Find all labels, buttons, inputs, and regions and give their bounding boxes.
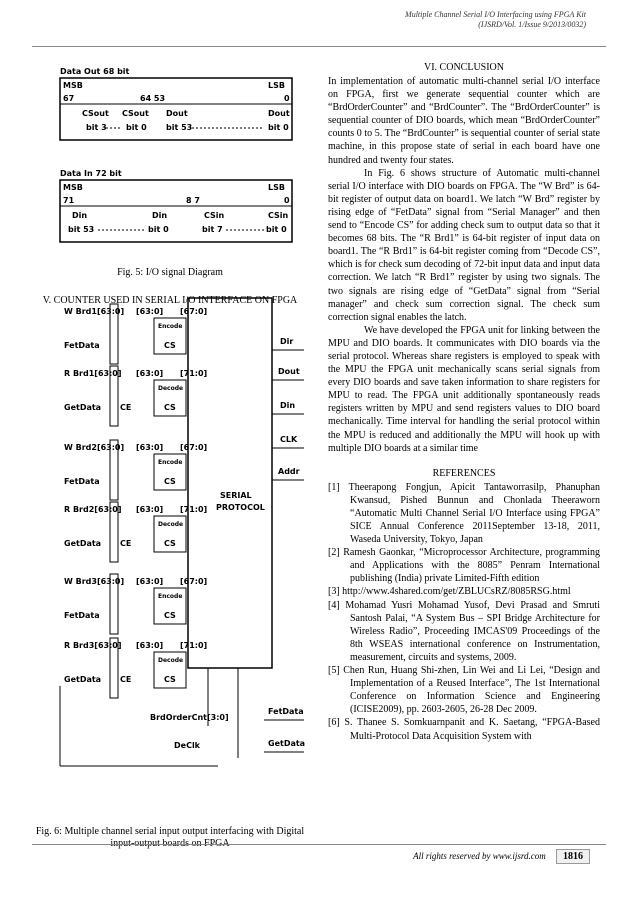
footer-rule (32, 844, 606, 845)
b67-2: [67:0] (180, 443, 208, 452)
encode-3: Encode (158, 593, 183, 600)
declk-label: DeClk (174, 741, 200, 750)
getdata-3: GetData (64, 675, 102, 684)
b63-2: [63:0] (136, 369, 164, 378)
getdata-1: GetData (64, 403, 102, 412)
reference-item: [6] S. Thanee S. Somkuarnpanit and K. Saetang, “FPGA-Based Multi-Protocol Data Acquisition System with (328, 717, 600, 742)
r-brd1-label: R Brd1[63:0] (64, 369, 122, 378)
fig6-diagram (58, 296, 306, 821)
decode-3: Decode (158, 657, 184, 664)
b71-2: [71:0] (180, 505, 208, 514)
fig5-out-title: Data Out 68 bit (60, 67, 130, 76)
footer-text: All rights reserved by www.ijsrd.com (413, 851, 546, 861)
ce-3: CE (120, 675, 132, 684)
references-list (328, 481, 600, 743)
fig5-in-f3: CSin (204, 211, 225, 220)
fig5-in-box (60, 180, 292, 242)
fig5-out-b6453: 64 53 (140, 94, 166, 103)
right-column (328, 62, 600, 743)
fig5-in-msb: MSB (63, 183, 83, 192)
reference-item[interactable]: [3] http://www.4shared.com/get/ZBLUCsRZ/8085RSG.html (328, 586, 571, 598)
b63-1: [63:0] (136, 307, 164, 316)
fig5-in-title: Data In 72 bit (60, 169, 122, 178)
decode-2: Decode (158, 521, 184, 528)
sig-din: Din (280, 401, 296, 410)
fig5-out-f2b: bit 0 (126, 123, 147, 132)
fig5-in-f4b: bit 0 (266, 225, 287, 234)
fetdata-2: FetData (64, 477, 100, 486)
header-volume: (IJSRD/Vol. 1/Issue 9/2013/0032) (478, 20, 586, 29)
encode-2: Encode (158, 459, 183, 466)
fig6-caption: Fig. 6: Multiple channel serial input output interfacing with Digital (35, 826, 305, 837)
fig5-in-lsb: LSB (268, 183, 285, 192)
reference-item: [1] Theerapong Fongjun, Apicit Tantaworrasilp, Phanuphan Kwansud, Pished Bunnun and Chonlada Theeraworn “Automatic Multi Channel Serial I/O Interface using FPGA” SICE Annual Conference 2011September 13-18, 2011, Waseda University, Tokyo, Japan (328, 481, 600, 546)
b63-6: [63:0] (136, 641, 164, 650)
fetdata-right: FetData (268, 707, 304, 716)
fetdata-3: FetData (64, 611, 100, 620)
fig5-out-f2: CSout (122, 109, 149, 118)
fig5-out-msb: MSB (63, 81, 83, 90)
fig5-in-f2b: bit 0 (148, 225, 169, 234)
fetdata-1: FetData (64, 341, 100, 350)
fig5-out-f3b: bit 53 (166, 123, 193, 132)
references-heading: REFERENCES (432, 467, 496, 479)
fig5-in-b87: 8 7 (186, 196, 200, 205)
fig5-in-f1: Din (72, 211, 88, 220)
w-brd1-label: W Brd1[63:0] (64, 307, 125, 316)
cs-1: CS (164, 341, 176, 350)
conclusion-para-2: In Fig. 6 shows structure of Automatic multi-channel serial I/O interface with DIO boards on FPGA. The “W Brd” is 64-bit register of output data on board1. We latch “W Brd” register by rising edge of “FetData” signal from “Serial Manager” and then send to “Encode CS” for adding check sum to output data so that it becomes 68 bits. The “R Brd1” is 64-bit register of input data on board1. The “R Brd1” is 64-bit register coming from “Decode CS”, which is for check sum decoding of 72-bit input data and input data correction. We latch “R Brd1” register by using two signals. The two signals are rising edge of “GetData” signal from “Serial manager” and check sum correction signal. The check sum correction signal enables the latch. (328, 167, 600, 323)
w-brd2-label: W Brd2[63:0] (64, 443, 125, 452)
fig5-caption: Fig. 5: I/O signal Diagram (117, 267, 223, 278)
page-number: 1816 (556, 849, 590, 864)
fig5-in-f1b: bit 53 (68, 225, 95, 234)
fig5-in-b71: 71 (63, 196, 75, 205)
getdata-right: GetData (268, 739, 306, 748)
reference-item: [4] Mohamad Yusri Mohamad Yusof, Devi Prasad and Smruti Santosh Palai, “A System Bus – SPI Bridge Architecture for Wireless Radio”, Proceeding IMCAS'09 Proceedings of the 8th WSEAS international conference on Instrumentation, measurement, circuits and systems, 2009. (328, 599, 600, 663)
w-brd3-label: W Brd3[63:0] (64, 577, 125, 586)
header-rule (32, 46, 606, 47)
encode-1: Encode (158, 323, 183, 330)
serial-label: SERIAL (220, 491, 252, 500)
cs-2: CS (164, 403, 176, 412)
fig5-out-f4: Dout (268, 109, 290, 118)
conclusion-para-1: In implementation of automatic multi-channel serial I/O interface on FPGA, first we generate sequential counter which are “BrdOrderCounter” and “BrdCounter”. The “BrdOrderCounter” is sequential counter of DIO boards, which mean “BrdOrderCounter” counts 0 to 5. The “BrdCounter” is sequential counter of serial state machine, in this propose state of serial in each board have one hundred and twenty four states. (328, 76, 600, 166)
serial-protocol-block (188, 298, 272, 668)
b63-3: [63:0] (136, 443, 164, 452)
conclusion-para-3: We have developed the FPGA unit for linking between the MPU and DIO boards. It communicates with DIO boards via the serial protocol. Whereas share registers is employed to speak with the MPU the FPGA unit mechanically scans serial signals from every DIO boards and save taken information to share registers for MPU to read. The FPGA unit additionally spontaneously reads registers written by MPU and send registers values to DIO board mechanically. Time interval for handling the serial protocol within the MPU is reduced and additionally the MPU will hook up with multiple DIO boards at a similar time (328, 324, 600, 454)
ce-1: CE (120, 403, 132, 412)
reference-item: [2] Ramesh Gaonkar, “Microprocessor Architecture, programming and Applications with the 8085” Penram International publishing (India) private Limited-Fifth edition (328, 547, 600, 585)
r-brd2-label: R Brd2[63:0] (64, 505, 122, 514)
fig5-out-f1: CSout (82, 109, 109, 118)
header-title: Multiple Channel Serial I/O Interfacing using FPGA Kit (405, 10, 586, 19)
fig5-out-b0: 0 (284, 94, 290, 103)
fig5-out-b67: 67 (63, 94, 75, 103)
cs-5: CS (164, 611, 176, 620)
b63-4: [63:0] (136, 505, 164, 514)
footer (413, 851, 590, 862)
sig-dir: Dir (280, 337, 294, 346)
fig5-out-f3: Dout (166, 109, 188, 118)
cs-6: CS (164, 675, 176, 684)
decode-1: Decode (158, 385, 184, 392)
b67-3: [67:0] (180, 577, 208, 586)
protocol-label: PROTOCOL (216, 503, 265, 512)
sig-dout: Dout (278, 367, 300, 376)
cs-4: CS (164, 539, 176, 548)
fig5-in-f3b: bit 7 (202, 225, 223, 234)
fig5-in-f2: Din (152, 211, 168, 220)
sig-addr: Addr (278, 467, 300, 476)
brdorder-label: BrdOrderCnt[3:0] (150, 713, 229, 722)
fig5-in-f4: CSin (268, 211, 289, 220)
b67-1: [67:0] (180, 307, 208, 316)
getdata-2: GetData (64, 539, 102, 548)
fig5-out-lsb: LSB (268, 81, 285, 90)
reference-item: [5] Chen Run, Huang Shi-zhen, Lin Wei and Li Lei, “Design and Implementation of a Reused Interface”, The 1st International Conference on Information Science and Engineering (ICISE2009), pp. 2603-2605, 26-28 Dec 2009. (328, 665, 600, 716)
b71-3: [71:0] (180, 641, 208, 650)
section5-heading: V. COUNTER USED IN SERIAL I/O INTERFACE ON FPGA (42, 295, 298, 306)
ce-2: CE (120, 539, 132, 548)
running-header (405, 10, 586, 30)
fig5-in-b0: 0 (284, 196, 290, 205)
cs-3: CS (164, 477, 176, 486)
b71-1: [71:0] (180, 369, 208, 378)
sig-clk: CLK (280, 435, 298, 444)
b63-5: [63:0] (136, 577, 164, 586)
r-brd3-label: R Brd3[63:0] (64, 641, 122, 650)
conclusion-heading: VI. CONCLUSION (424, 62, 504, 73)
fig5-out-f4b: bit 0 (268, 123, 289, 132)
fig5-diagram (56, 64, 306, 264)
fig5-out-f1b: bit 3 (86, 123, 107, 132)
